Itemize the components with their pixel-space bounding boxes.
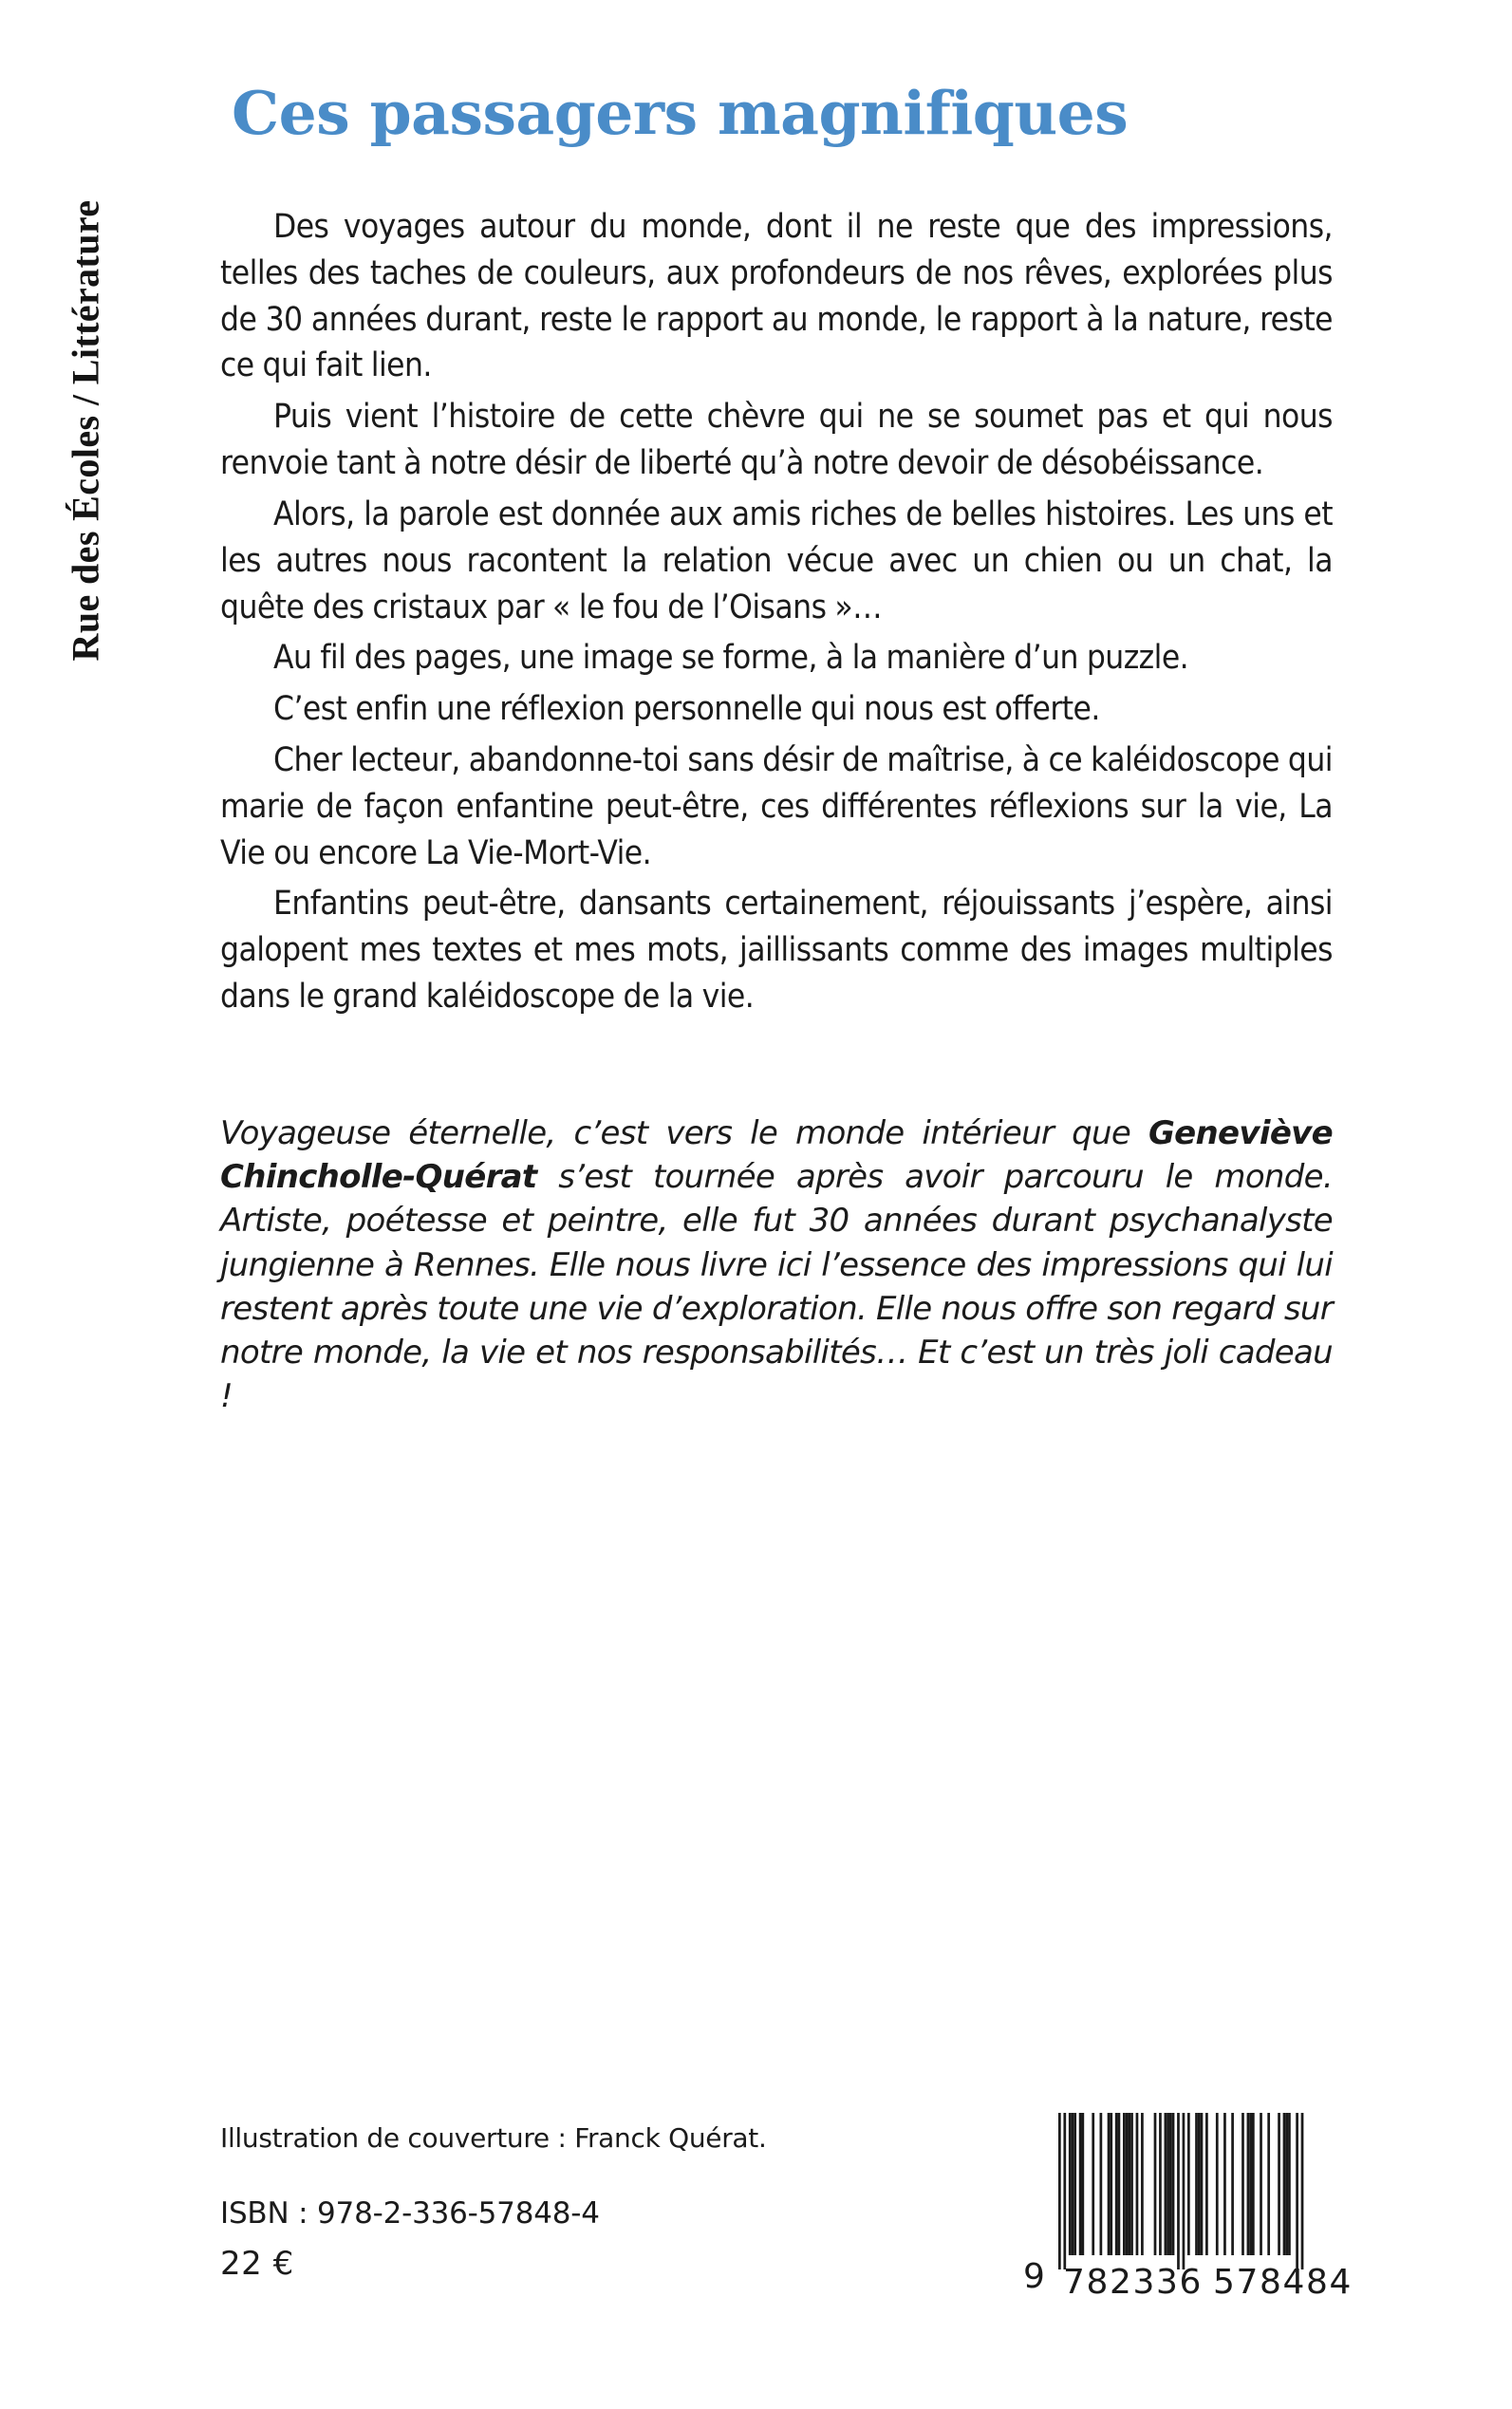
barcode-ean13 [968, 2045, 1357, 2329]
isbn-text: ISBN : 978-2-336-57848-4 [220, 2195, 600, 2231]
author-bio-text-after: s’est tournée après avoir parcouru le monde. Artiste, poétesse et peintre, elle fut 30 années durant psychanalyste jungienne à Rennes. Elle nous livre ici l’essence des impressions qui lui restent après toute une vie d’exploration. Elle nous offre son regard sur notre monde, la vie et nos responsabilités… Et c’est un très joli cadeau ! [220, 1158, 1333, 1416]
blurb-paragraph: Des voyages autour du monde, dont il ne reste que des impressions, telles des taches de couleurs, aux profondeurs de nos rêves, explorées plus de 30 années durant, reste le rapport au monde, le rapport à la nature, reste ce qui fait lien. [220, 208, 1333, 385]
blurb-section [216, 204, 1336, 1020]
barcode-left-group: 782336 [1063, 2263, 1204, 2302]
blurb-paragraph: C’est enfin une réflexion personnelle qui nous est offerte. [273, 690, 1100, 729]
price-text: 22 € [220, 2244, 294, 2283]
page-title: Ces passagers magnifiques [232, 78, 1129, 148]
barcode-image [968, 2045, 1357, 2329]
spine-collection-strip [0, 0, 142, 1139]
blurb-paragraph: Alors, la parole est donnée aux amis riches de belles histoires. Les uns et les autres nous racontent la relation vécue avec un chien ou un chat, la quête des cristaux par « le fou de l’Oisans »… [220, 495, 1333, 626]
blurb-paragraph: Enfantins peut-être, dansants certainement, réjouissants j’espère, ainsi galopent mes textes et mes mots, jaillissants comme des images multiples dans le grand kaléidoscope de la vie. [220, 885, 1333, 1016]
barcode-lead-digit: 9 [1023, 2257, 1045, 2296]
blurb-paragraph: Puis vient l’histoire de cette chèvre qui ne se soumet pas et qui nous renvoie tant à notre désir de liberté qu’à notre devoir de désobéissance. [220, 398, 1333, 483]
blurb-paragraph: Cher lecteur, abandonne-toi sans désir de maîtrise, à ce kaléidoscope qui marie de façon enfantine peut-être, ces différentes réflexions sur la vie, La Vie ou encore La Vie-Mort-Vie. [220, 740, 1333, 872]
author-name: Geneviève Chincholle-Quérat [220, 1113, 1333, 1197]
footer [220, 2122, 1353, 2388]
author-bio-section [216, 1111, 1336, 1419]
author-bio-text-before: Voyageuse éternelle, c’est vers le monde intérieur que [220, 1113, 1148, 1152]
collection-label: Rue des Écoles / Littérature [64, 199, 107, 662]
footer-info-block [220, 2122, 866, 2284]
blurb-paragraph: Au fil des pages, une image se forme, à la manière d’un puzzle. [273, 639, 1189, 678]
cover-illustration-credit: Illustration de couverture : Franck Quérat. [220, 2122, 767, 2154]
author-bio [220, 1111, 1333, 1419]
barcode-right-group: 578484 [1213, 2263, 1353, 2302]
